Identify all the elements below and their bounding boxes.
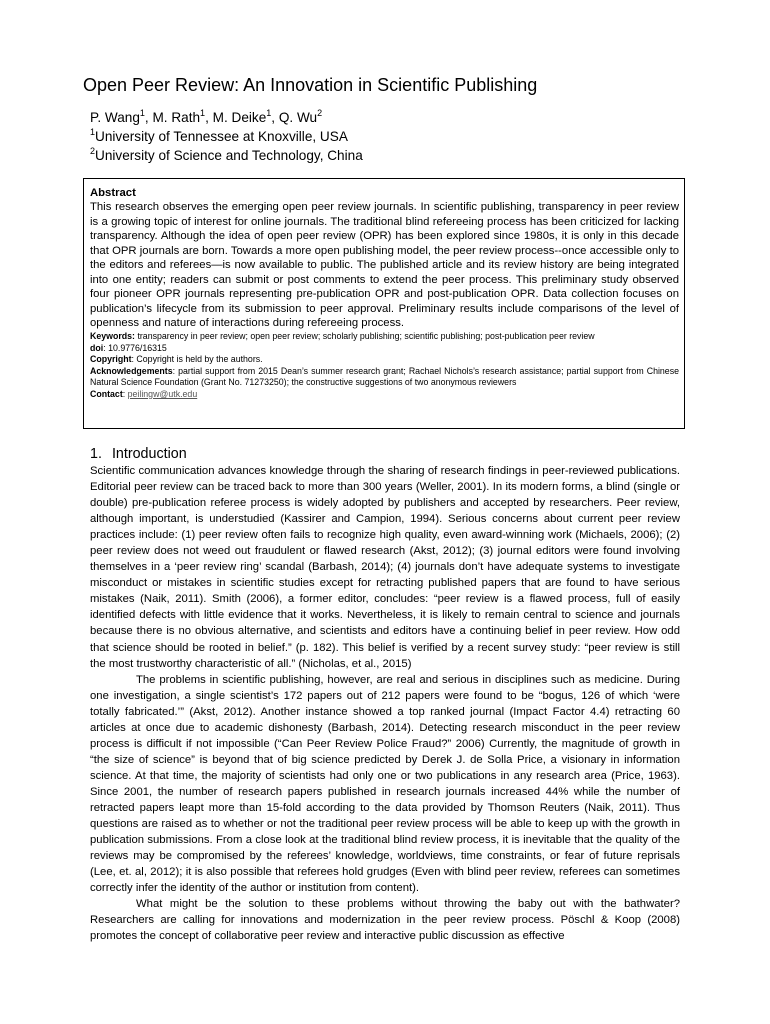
affiliation-marker: 1 (139, 108, 145, 118)
doi-label: doi (90, 342, 104, 353)
copyright-line (90, 354, 679, 366)
section-number: 1. (90, 446, 102, 462)
affiliation (90, 127, 363, 146)
contact-line (90, 389, 679, 401)
contact-separator: : (122, 388, 128, 399)
keywords-label: Keywords: (90, 330, 135, 341)
affiliation-marker: 2 (317, 108, 323, 118)
abstract-heading: Abstract (90, 187, 136, 199)
copyright-text: : Copyright is held by the authors. (131, 354, 263, 365)
affiliation-name: University of Science and Technology, China (95, 148, 363, 163)
copyright-label: Copyright (90, 354, 132, 365)
author-name: M. Deike (212, 110, 267, 125)
paper-title: Open Peer Review: An Innovation in Scientific Publishing (83, 75, 538, 95)
paragraph: What might be the solution to these problems without throwing the baby out with the bathwater? Researchers are calling for innovations and modernization in the peer review process. Pöschl & Koop (2008) promotes the concept of collaborative peer review and interactive public discussion as effective (90, 898, 680, 943)
affiliation-name: University of Tennessee at Knoxville, USA (95, 129, 348, 144)
author-block (90, 108, 363, 165)
acknowledgements-text: : partial support from 2015 Dean’s summer research grant; Rachael Nichols’s research assistance; partial support from Chinese Natural Science Foundation (Grant No. 71273250); the constructive suggestions of two anonymous reviewers (90, 365, 679, 388)
abstract-box (83, 178, 685, 429)
affiliation (90, 146, 363, 165)
author-list: P. Wang$^1$, M. Rath$^1$, M. Deike$^1$, Q. Wu$^2$ (90, 108, 323, 125)
keywords-text: transparency in peer review; open peer review; scholarly publishing; scientific publishing; post-publication peer review (137, 330, 595, 341)
author-name: M. Rath (152, 110, 201, 125)
introduction-body (90, 463, 680, 944)
paragraph: The problems in scientific publishing, however, are real and serious in disciplines such as medicine. During one investigation, a single scientist’s 172 papers out of 212 papers were found to be “bogus, 126 of which ‘were totally fabricated.’” (Akst, 2012). Another instance showed a top ranked journal (Impact Factor 4.4) retracting 60 articles at once due to academic dishonesty (Barbash, 2014). Detecting research misconduct in the peer review process is difficult if not impossible (“Can Peer Review Police Fraud?” 2006) Currently, the magnitude of growth in “the size of science” is beyond that of big science predicted by Derek J. de Solla Price, a visionary in information science. At that time, the majority of scientists had only one or two publications in any research area (Price, 1963). Since 2001, the number of research papers published in research journals increased 44% while the number of retracted papers leapt more than 15-fold according to the data provided by Thomson Reuters (Naik, 2011). Thus questions are raised as to whether or not the traditional peer review process will be able to keep up with the growth in publication submissions. From a close look at the traditional blind review process, it is inevitable that the quality of the reviews may be compromised by the referees’ knowledge, worldviews, time constraints, or fear of future reprisals (Lee, et. al, 2012); it is also possible that referees hold grudges (Even with blind peer review, referees can sometimes correctly infer the identity of the author or institution from content). (90, 673, 680, 895)
contact-label: Contact (90, 388, 123, 399)
author-name: P. Wang (90, 110, 140, 125)
affiliation-marker: 1 (200, 108, 206, 118)
doi-value: : 10.9776/16315 (103, 342, 167, 353)
section-title: Introduction (111, 446, 187, 462)
acknowledgements-line (90, 366, 679, 389)
paragraph: Scientific communication advances knowledge through the sharing of research findings in peer-reviewed publications. Editorial peer review can be traced back to more than 300 years (Weller, 2001). In its modern forms, a blind (single or double) pre-publication referee process is widely adopted by publishers and accepted by researchers. Peer review, although important, is understudied (Kassirer and Campion, 1994). Serious concerns about current peer review practices include: (1) peer review often fails to recognize high quality, even award-winning work (Michaels, 2006); (2) peer review does not weed out fraudulent or flawed research (Akst, 2012); (3) journal editors were found involving themselves in a ‘peer review ring’ scandal (Barbash, 2014); (4) journals don’t have adequate systems to investigate misconduct or mistakes in scientific studies except for retracting published papers that are found to have serious mistakes (Naik, 2011). Smith (2006), a former editor, concludes: “peer review is a flawed process, full of easily identified defects with little evidence that it works. Nevertheless, it is likely to remain central to science and journals because there is no obvious alternative, and scientists and editors have a continuing belief in peer review. How odd that science should be rooted in belief.” (p. 182). This belief is verified by a recent survey study: “peer review is still the most trustworthy characteristic of all.” (Nicholas, et al., 2015) (90, 465, 680, 670)
abstract-text: This research observes the emerging open peer review journals. In scientific publishing, transparency in peer review is a growing topic of interest for online journals. The traditional blind refereeing process has been criticized for lacking transparency. Although the idea of open peer review (OPR) has been explored since 1980s, it is only in this decade that OPR journals are born. Towards a more open publishing model, the peer review process--once accessible only to the editors and referees—is now available to public. The published article and its review history are being integrated into one entity; readers can submit or post comments to extend the peer process. This preliminary study observed four pioneer OPR journals representing pre-publication OPR and post-publication OPR. Data collection focuses on publication’s lifecycle from its submission to peer approval. Preliminary results include comparisons of the level of openness and nature of interactions during refereeing process. (90, 201, 679, 330)
author-name: Q. Wu (278, 110, 318, 125)
section-heading-introduction (90, 446, 187, 463)
affiliation-marker: 1 (266, 108, 272, 118)
affiliation-marker: 1 (90, 127, 96, 137)
acknowledgements-label: Acknowledgements (90, 365, 173, 376)
doi-line (90, 343, 679, 355)
affiliation-marker: 2 (90, 146, 96, 156)
keywords-line (90, 331, 679, 343)
contact-email-link[interactable]: peilingw@utk.edu (127, 388, 198, 399)
